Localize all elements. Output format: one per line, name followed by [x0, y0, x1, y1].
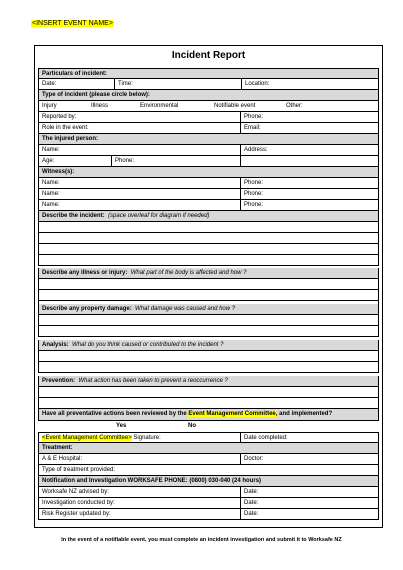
illness-line[interactable] — [38, 279, 379, 290]
advised-date-field[interactable]: Date: — [244, 489, 259, 495]
section-notification: Notification and Investigation WORKSAFE PHONE: (0800) 030-040 (24 hours) — [38, 476, 379, 487]
witness-phone-field[interactable]: Phone: — [244, 180, 264, 186]
injured-age-field[interactable]: Age: — [39, 156, 112, 166]
analysis-line[interactable] — [38, 351, 379, 362]
section-witness: Witness(s): — [38, 167, 379, 178]
doctor-field[interactable]: Doctor: — [244, 456, 264, 462]
row-worksafe-advised — [38, 487, 379, 498]
row-reported-by — [38, 112, 379, 123]
incident-line[interactable] — [38, 233, 379, 244]
option-illness[interactable]: Illness — [91, 103, 109, 109]
email-field[interactable]: Email: — [244, 125, 261, 131]
advised-by-field[interactable]: Worksafe NZ advised by: — [39, 487, 241, 497]
row-investigation — [38, 498, 379, 509]
date-field[interactable]: Date: — [39, 79, 115, 89]
witness-phone-field[interactable]: Phone: — [244, 202, 264, 208]
row-witness-2 — [38, 189, 379, 200]
illness-line[interactable] — [38, 290, 379, 301]
row-role — [38, 123, 379, 134]
section-particulars: Particulars of incident: — [38, 68, 379, 79]
witness-phone-field[interactable]: Phone: — [244, 191, 264, 197]
answer-no[interactable]: No — [188, 423, 196, 429]
section-property-damage: Describe any property damage: What damage was caused and how ? — [38, 304, 379, 315]
footer-notice: In the event of a notifiable event, you must complete an incident investigation and submit it to Worksafe NZ — [61, 537, 342, 543]
row-hospital — [38, 454, 379, 465]
damage-line[interactable] — [38, 326, 379, 337]
treatment-type-field[interactable]: Type of treatment provided: — [42, 467, 116, 473]
damage-line[interactable] — [38, 315, 379, 326]
analysis-line[interactable] — [38, 362, 379, 373]
hospital-field[interactable]: A & E Hospital: — [39, 454, 241, 464]
section-prevention: Prevention: What action has been taken to prevent a reoccurrence ? — [38, 376, 379, 387]
witness-name-field[interactable]: Name: — [39, 189, 241, 199]
option-injury[interactable]: Injury — [42, 103, 57, 109]
incident-line[interactable] — [38, 244, 379, 255]
row-witness-3 — [38, 200, 379, 211]
row-type-options — [38, 101, 379, 112]
event-name-placeholder: <INSERT EVENT NAME> — [32, 20, 113, 27]
row-committee-signature — [38, 432, 379, 443]
prevention-line[interactable] — [38, 387, 379, 398]
incident-report-form — [34, 45, 383, 528]
option-other[interactable]: Other: — [286, 103, 303, 109]
incident-line[interactable] — [38, 255, 379, 266]
reported-phone-field[interactable]: Phone: — [244, 114, 264, 120]
location-field[interactable]: Location: — [241, 79, 378, 89]
option-notifiable[interactable]: Notifiable event — [214, 103, 256, 109]
row-treatment-type — [38, 465, 379, 476]
section-injured: The injured person: — [38, 134, 379, 145]
row-injured-age — [38, 156, 379, 167]
conducted-by-field[interactable]: Investigation conducted by: — [39, 498, 241, 508]
row-injured-name — [38, 145, 379, 156]
register-date-field[interactable]: Date: — [244, 511, 259, 517]
review-answers — [38, 421, 379, 432]
option-environmental[interactable]: Environmental — [140, 103, 179, 109]
role-field[interactable]: Role in the event: — [39, 123, 241, 133]
section-illness: Describe any illness or injury: What part of the body is affected and how ? — [38, 268, 379, 279]
conducted-date-field[interactable]: Date: — [244, 500, 259, 506]
review-question: Have all preventative actions been reviewed by the Event Management Committee, and implemented? — [38, 409, 379, 421]
register-by-field[interactable]: Risk Register updated by: — [39, 509, 241, 519]
witness-name-field[interactable]: Name: — [39, 200, 241, 210]
row-witness-1 — [38, 178, 379, 189]
reported-by-field[interactable]: Reported by: — [39, 112, 241, 122]
prevention-line[interactable] — [38, 398, 379, 409]
answer-yes[interactable]: Yes — [116, 423, 127, 429]
injured-phone-field[interactable]: Phone: — [112, 156, 241, 166]
section-type: Type of incident (please circle below): — [38, 90, 379, 101]
form-title: Incident Report — [171, 50, 246, 61]
injured-address-field[interactable]: Address: — [244, 147, 268, 153]
row-date-time-location — [38, 79, 379, 90]
date-completed-field[interactable]: Date completed: — [244, 435, 288, 441]
row-risk-register — [38, 509, 379, 520]
incident-line[interactable] — [38, 222, 379, 233]
witness-name-field[interactable]: Name: — [39, 178, 241, 188]
time-field[interactable]: Time: — [118, 81, 133, 87]
committee-placeholder: <Event Management Committee> — [42, 435, 132, 441]
injured-name-field[interactable]: Name: — [39, 145, 241, 155]
section-analysis: Analysis: What do you think caused or contributed to the incident ? — [38, 340, 379, 351]
section-describe-incident: Describe the incident: (space overleaf for diagram if needed) — [38, 211, 379, 222]
signature-field[interactable]: <Event Management Committee> Signature: — [39, 433, 241, 442]
section-treatment: Treatment: — [38, 443, 379, 454]
